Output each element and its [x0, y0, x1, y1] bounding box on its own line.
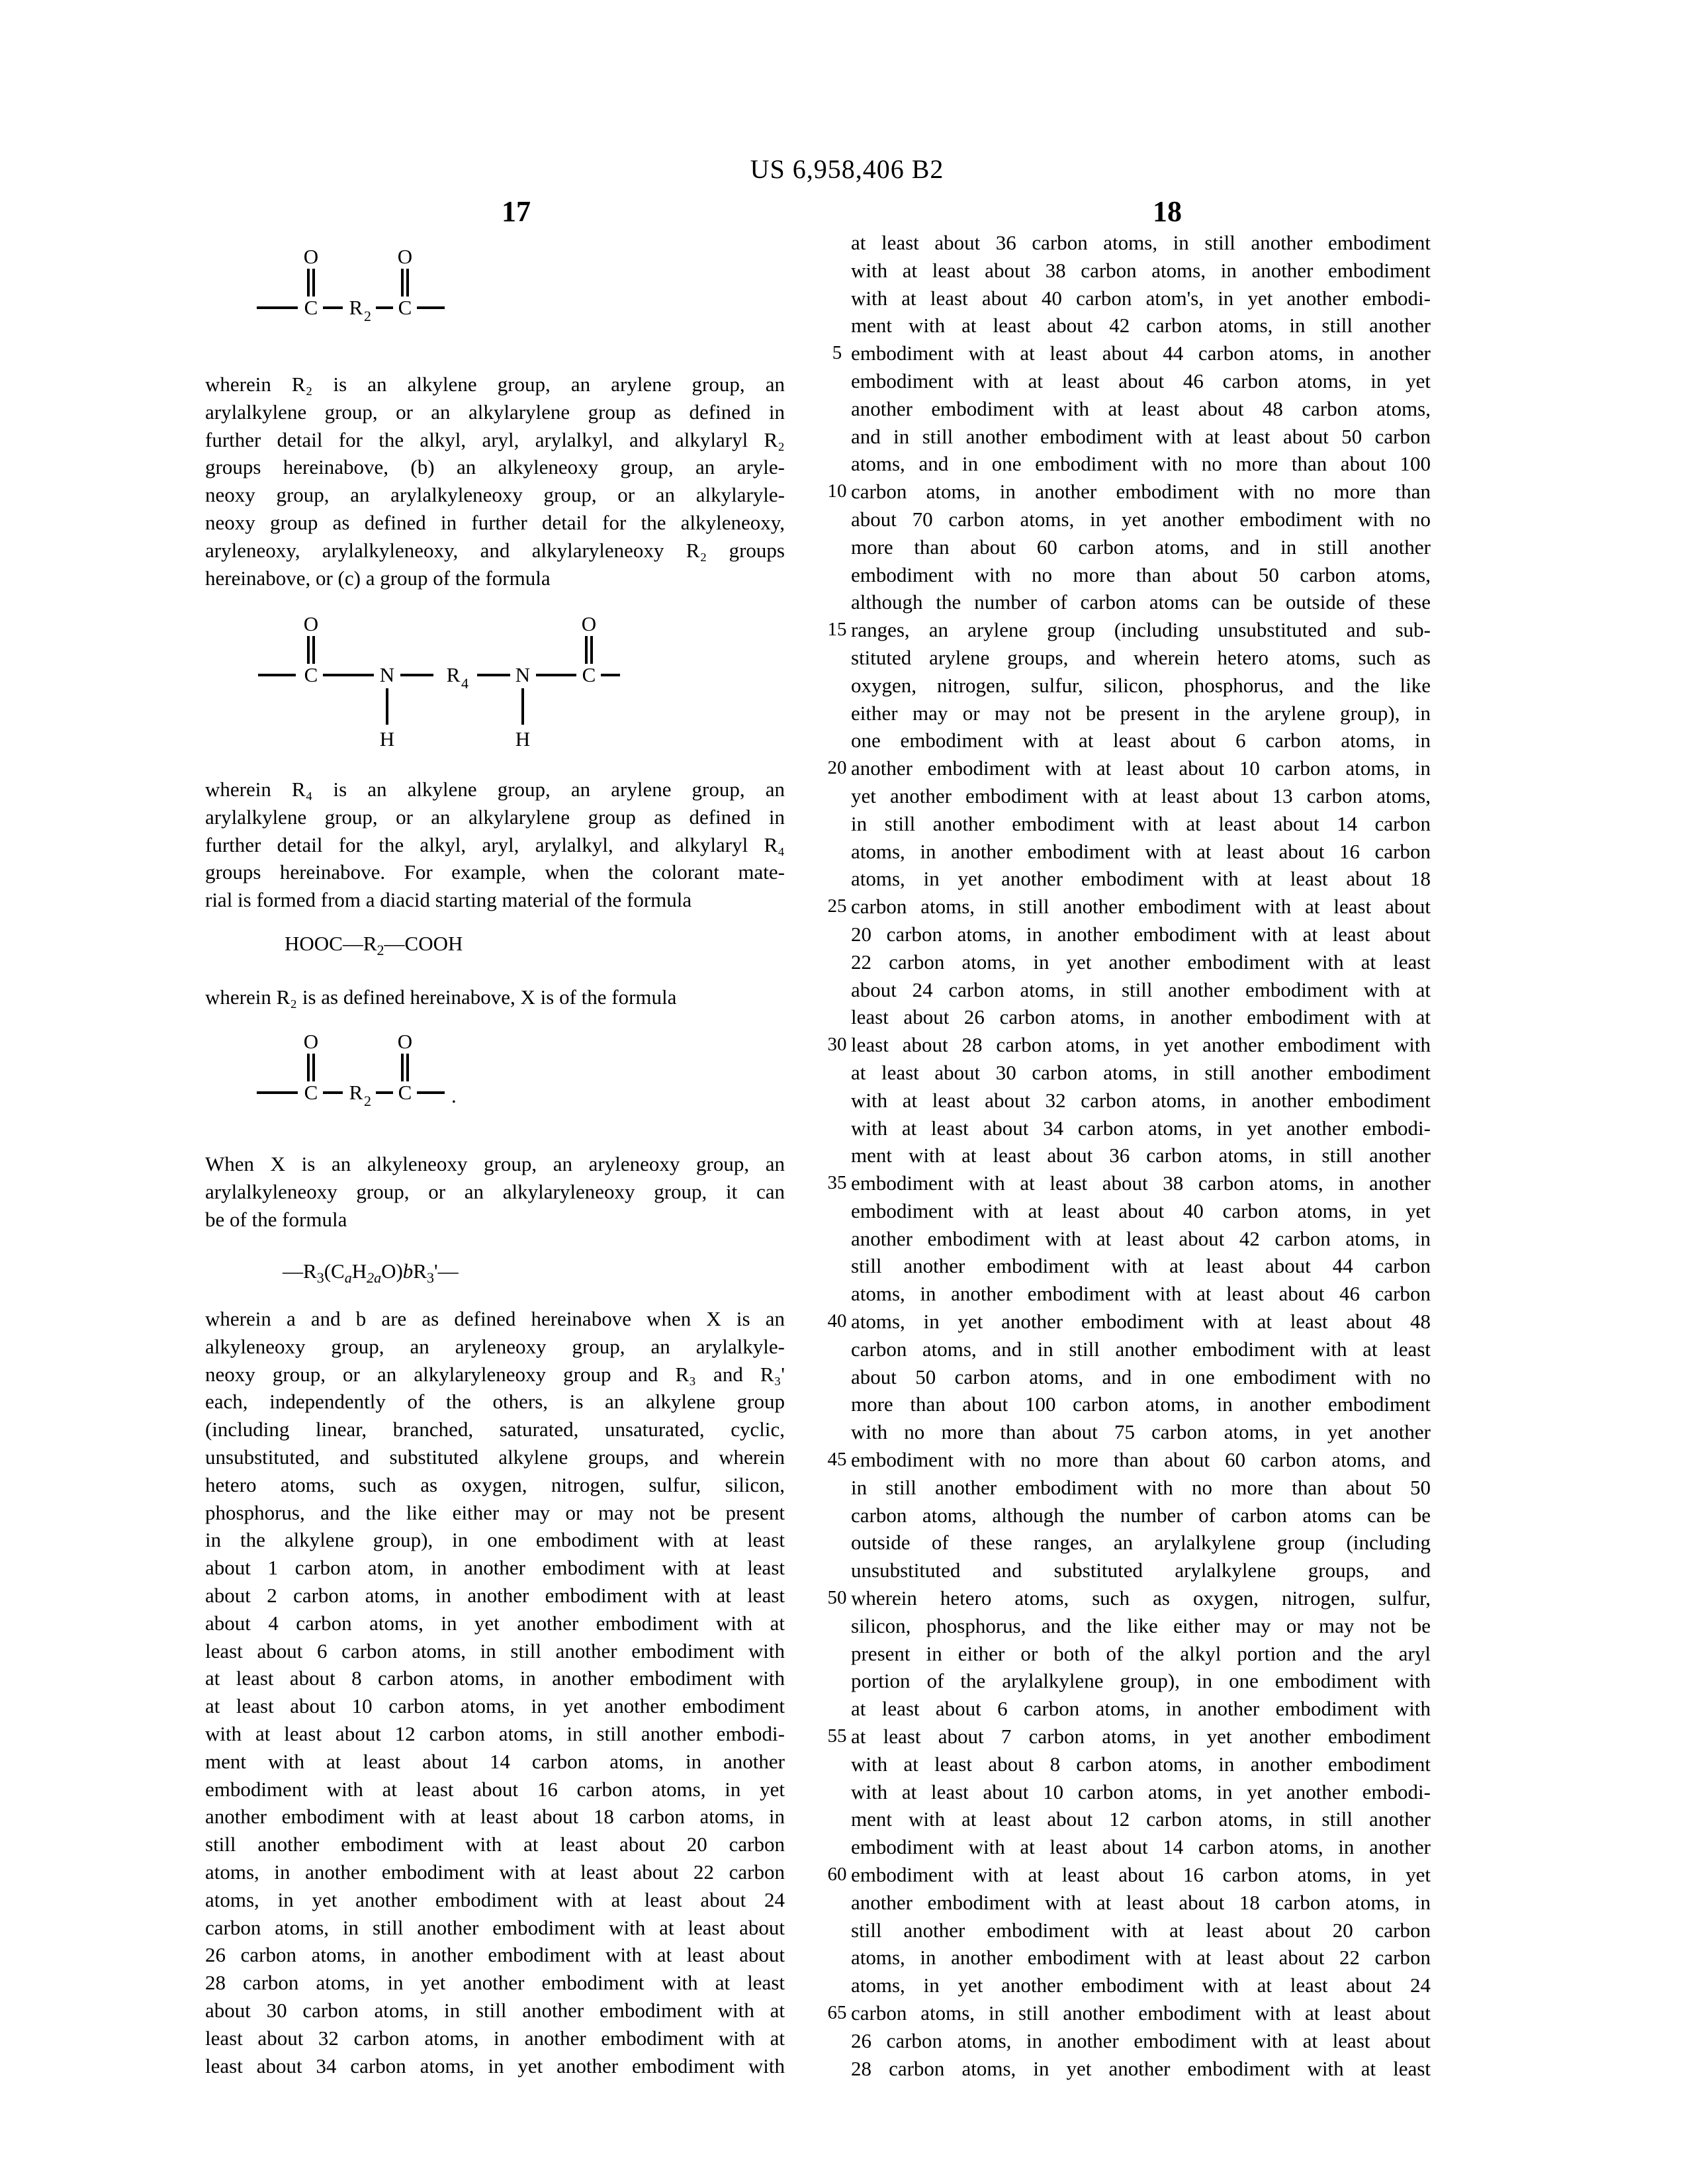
text-line: at least about 6 carbon atoms, in another embodiment with: [851, 1697, 1431, 1721]
text-line: atoms, in another embodiment with at least about 46 carbon: [851, 1282, 1431, 1306]
period-mark: .: [451, 1084, 457, 1107]
text-line: with at least about 8 carbon atoms, in another embodiment: [851, 1752, 1431, 1776]
text-line: embodiment with at least about 46 carbon atoms, in yet: [851, 369, 1431, 392]
text-line: 20 carbon atoms, in another embodiment with at least about: [851, 922, 1431, 946]
column-number-17: 17: [502, 195, 531, 228]
text-line: in the alkylene group), in one embodiment with at least: [205, 1528, 785, 1552]
oxygen-atom-label: O: [397, 245, 413, 268]
line-number: 35: [827, 1172, 847, 1193]
text-line: carbon atoms, and in still another embodiment with at least: [851, 1337, 1431, 1361]
text-line: least about 34 carbon atoms, in yet another embodiment with: [205, 2054, 785, 2077]
oxygen-atom-label: O: [397, 1030, 413, 1053]
formula-subscript: 3: [316, 1269, 324, 1286]
formula-text: HOOC—R: [285, 932, 377, 955]
text-line: about 24 carbon atoms, in still another embodiment with at: [851, 978, 1431, 1001]
nitrogen-atom-label: N: [515, 663, 531, 686]
formula-text: R: [413, 1259, 427, 1283]
text-line: least about 28 carbon atoms, in yet another embodiment with: [851, 1033, 1431, 1057]
text-line: ranges, an arylene group (including unsubstituted and sub-: [851, 618, 1431, 642]
text-line: about 1 carbon atom, in another embodiment with at least: [205, 1556, 785, 1580]
text-line: yet another embodiment with at least about 13 carbon atoms,: [851, 784, 1431, 807]
line-number: 20: [827, 757, 847, 778]
text-line: atoms, in another embodiment with at least about 22 carbon: [851, 1946, 1431, 1970]
carbon-atom-label: C: [398, 1081, 412, 1104]
line-number: 15: [827, 619, 847, 640]
text-line: more than about 100 carbon atoms, in another embodiment: [851, 1392, 1431, 1416]
carbon-atom-label: C: [304, 1081, 318, 1104]
oxygen-atom-label: O: [303, 612, 319, 635]
text-line: groups hereinabove. For example, when the colorant mate-: [205, 860, 785, 884]
carbon-atom-label: C: [304, 663, 318, 686]
text-line: another embodiment with at least about 48 carbon atoms,: [851, 396, 1431, 420]
text-line: embodiment with at least about 16 carbon atoms, in yet: [851, 1863, 1431, 1887]
text-line: more than about 60 carbon atoms, and in still another: [851, 535, 1431, 559]
text-line: atoms, in yet another embodiment with at least about 24: [851, 1974, 1431, 1997]
text-line: about 50 carbon atoms, and in one embodiment with no: [851, 1365, 1431, 1388]
text-line: further detail for the alkyl, aryl, arylalkyl, and alkylaryl R₂: [205, 428, 785, 451]
text-line: embodiment with at least about 14 carbon atoms, in another: [851, 1835, 1431, 1859]
text-line: atoms, in another embodiment with at least about 16 carbon: [851, 839, 1431, 863]
right-column-text: [851, 229, 1431, 2082]
text-line: When X is an alkyleneoxy group, an aryleneoxy group, an: [205, 1152, 785, 1175]
text-line: embodiment with at least about 44 carbon atoms, in another: [851, 341, 1431, 365]
formula-text: (C: [324, 1259, 345, 1283]
text-line: neoxy group, or an alkylaryleneoxy group and R₃ and R₃': [205, 1362, 785, 1386]
oxygen-atom-label: O: [303, 245, 319, 268]
line-number: 45: [827, 1449, 847, 1470]
text-line: neoxy group, an arylalkyleneoxy group, or an alkylaryle-: [205, 483, 785, 507]
text-line: present in either or both of the alkyl portion and the aryl: [851, 1641, 1431, 1665]
r2-subscript: 2: [364, 1093, 371, 1109]
text-line: each, independently of the others, is an alkylene group: [205, 1390, 785, 1414]
carbon-atom-label: C: [304, 296, 318, 319]
hydrogen-atom-label: H: [379, 727, 395, 751]
text-line: either may or may not be present in the arylene group), in: [851, 701, 1431, 725]
formula-text: H: [351, 1259, 367, 1283]
chemical-structure-diamide: [255, 612, 625, 754]
text-line: arylalkylene group, or an alkylarylene group as defined in: [205, 400, 785, 424]
r2-subscript: 2: [364, 308, 371, 324]
r2-group-label: R: [349, 296, 363, 319]
text-line: portion of the arylalkylene group), in one embodiment with: [851, 1669, 1431, 1693]
text-line: outside of these ranges, an arylalkylene group (including: [851, 1531, 1431, 1555]
text-line: stituted arylene groups, and wherein hetero atoms, such as: [851, 645, 1431, 669]
text-line: with at least about 38 carbon atoms, in another embodiment: [851, 258, 1431, 282]
text-line: at least about 36 carbon atoms, in still another embodiment: [851, 231, 1431, 254]
formula-subscript: a: [344, 1269, 352, 1286]
text-line: carbon atoms, in still another embodiment with at least about: [851, 2001, 1431, 2025]
formula-text: O): [381, 1259, 403, 1283]
text-line: further detail for the alkyl, aryl, arylalkyl, and alkylaryl R₄: [205, 833, 785, 856]
text-line: at least about 7 carbon atoms, in yet another embodiment: [851, 1725, 1431, 1749]
text-line: hereinabove, or (c) a group of the formula: [205, 566, 551, 590]
text-line: arylalkylene group, or an alkylarylene group as defined in: [205, 805, 785, 829]
text-line: atoms, in yet another embodiment with at least about 48: [851, 1310, 1431, 1334]
carbon-atom-label: C: [398, 296, 412, 319]
oxygen-atom-label: O: [303, 1030, 319, 1053]
formula-text: —R: [283, 1259, 317, 1283]
formula-subscript: 2a: [367, 1269, 382, 1286]
text-line: carbon atoms, although the number of carbon atoms can be: [851, 1503, 1431, 1527]
carbon-atom-label: C: [582, 663, 596, 686]
text-line: with at least about 12 carbon atoms, in still another embodi-: [205, 1721, 785, 1745]
text-line: (including linear, branched, saturated, unsaturated, cyclic,: [205, 1418, 785, 1441]
nitrogen-atom-label: N: [379, 663, 395, 686]
line-number: 40: [827, 1310, 847, 1332]
text-line: 22 carbon atoms, in yet another embodiment with at least: [851, 950, 1431, 974]
text-line: 26 carbon atoms, in another embodiment with at least about: [851, 2028, 1431, 2052]
text-line: 28 carbon atoms, in yet another embodiment with at least: [205, 1971, 785, 1995]
text-line: with at least about 34 carbon atoms, in yet another embodi-: [851, 1116, 1431, 1140]
chemical-structure-dicarbonyl-x: [251, 1030, 460, 1119]
text-line: with no more than about 75 carbon atoms, in yet another: [851, 1420, 1431, 1444]
paragraph-wherein-r2: [205, 371, 785, 592]
text-line: 26 carbon atoms, in another embodiment with at least about: [205, 1943, 785, 1967]
text-line: groups hereinabove, (b) an alkyleneoxy group, an aryle-: [205, 455, 785, 479]
line-number: 25: [827, 895, 847, 917]
patent-number-header: US 6,958,406 B2: [750, 154, 944, 184]
text-line: least about 6 carbon atoms, in still another embodiment with: [205, 1639, 785, 1662]
line-number: 30: [827, 1034, 847, 1055]
text-line: carbon atoms, in still another embodiment with at least about: [851, 895, 1431, 919]
text-line: embodiment with at least about 16 carbon atoms, in yet: [205, 1777, 785, 1801]
line-number: 5: [832, 342, 842, 363]
text-line: embodiment with at least about 38 carbon atoms, in another: [851, 1171, 1431, 1195]
text-line: another embodiment with at least about 18 carbon atoms, in: [205, 1805, 785, 1829]
text-line: atoms, in another embodiment with at least about 22 carbon: [205, 1860, 785, 1884]
text-line: phosphorus, and the like either may or may not be present: [205, 1500, 785, 1524]
text-line: at least about 30 carbon atoms, in still another embodiment: [851, 1060, 1431, 1084]
text-line: hetero atoms, such as oxygen, nitrogen, sulfur, silicon,: [205, 1473, 785, 1496]
text-line: arylalkyleneoxy group, or an alkylaryleneoxy group, it can: [205, 1179, 785, 1203]
text-line: another embodiment with at least about 42 carbon atoms, in: [851, 1226, 1431, 1250]
text-line: with at least about 40 carbon atom's, in yet another embodi-: [851, 286, 1431, 310]
text-line: alkyleneoxy group, an aryleneoxy group, an arylalkyle-: [205, 1334, 785, 1358]
formula-diacid: [285, 932, 463, 959]
text-line: embodiment with no more than about 50 carbon atoms,: [851, 563, 1431, 586]
text-line: least about 26 carbon atoms, in another embodiment with at: [851, 1005, 1431, 1029]
text-line: atoms, in yet another embodiment with at least about 18: [851, 867, 1431, 891]
text-line: carbon atoms, in still another embodiment with at least about: [205, 1915, 785, 1939]
chemical-structure-dicarbonyl-top: [251, 245, 450, 334]
formula-subscript: 2: [377, 942, 384, 958]
text-line: atoms, in yet another embodiment with at least about 24: [205, 1888, 785, 1911]
line-number: 10: [827, 480, 847, 502]
text-line: ment with at least about 36 carbon atoms, in still another: [851, 1144, 1431, 1167]
line-number: 55: [827, 1725, 847, 1747]
text-line: silicon, phosphorus, and the like either may or may not be: [851, 1614, 1431, 1637]
text-line: wherein a and b are as defined hereinabove when X is an: [205, 1307, 785, 1330]
formula-variable-b: b: [402, 1259, 414, 1283]
text-line: still another embodiment with at least about 20 carbon: [851, 1918, 1431, 1942]
paragraph-when-x: [205, 1150, 785, 1233]
r2-group-label: R: [349, 1081, 363, 1104]
text-line: about 30 carbon atoms, in still another embodiment with at: [205, 1998, 785, 2022]
text-line: with at least about 10 carbon atoms, in yet another embodi-: [851, 1780, 1431, 1803]
text-line: neoxy group as defined in further detail for the alkyleneoxy,: [205, 510, 785, 534]
line-number: 60: [827, 1864, 847, 1885]
text-line: atoms, and in one embodiment with no more than about 100: [851, 452, 1431, 476]
text-line: wherein R₂ is an alkylene group, an arylene group, an: [205, 373, 785, 396]
text-line: embodiment with no more than about 60 carbon atoms, and: [851, 1448, 1431, 1472]
paragraph-wherein-x: [205, 983, 785, 1011]
formula-text: '—: [433, 1259, 459, 1283]
text-line: oxygen, nitrogen, sulfur, silicon, phosphorus, and the like: [851, 673, 1431, 697]
text-line: about 4 carbon atoms, in yet another embodiment with at: [205, 1611, 785, 1635]
text-line: ment with at least about 42 carbon atoms, in still another: [851, 314, 1431, 338]
text-line: unsubstituted, and substituted alkylene groups, and wherein: [205, 1445, 785, 1469]
text-line: still another embodiment with at least about 44 carbon: [851, 1254, 1431, 1278]
text-line: embodiment with at least about 40 carbon atoms, in yet: [851, 1199, 1431, 1222]
column-number-18: 18: [1153, 195, 1182, 228]
text-line: one embodiment with at least about 6 carbon atoms, in: [851, 729, 1431, 752]
text-line: with at least about 32 carbon atoms, in another embodiment: [851, 1088, 1431, 1112]
text-line: and in still another embodiment with at least about 50 carbon: [851, 424, 1431, 448]
text-line: at least about 10 carbon atoms, in yet another embodiment: [205, 1694, 785, 1718]
text-line: although the number of carbon atoms can be outside of these: [851, 590, 1431, 614]
text-line: wherein R₄ is an alkylene group, an arylene group, an: [205, 778, 785, 801]
text-line: another embodiment with at least about 18 carbon atoms, in: [851, 1890, 1431, 1914]
text-line: least about 32 carbon atoms, in another embodiment with at: [205, 2026, 785, 2050]
paragraph-wherein-r4: [205, 776, 785, 914]
text-line: be of the formula: [205, 1207, 347, 1231]
r4-group-label: R: [446, 663, 461, 686]
text-line: rial is formed from a diacid starting material of the formula: [205, 888, 692, 912]
text-line: at least about 8 carbon atoms, in another embodiment with: [205, 1666, 785, 1690]
text-line: 28 carbon atoms, in yet another embodiment with at least: [851, 2056, 1431, 2080]
r4-subscript: 4: [461, 675, 468, 692]
formula-subscript: 3: [426, 1269, 434, 1286]
text-line: about 2 carbon atoms, in another embodiment with at least: [205, 1583, 785, 1607]
paragraph-wherein-a-b: [205, 1305, 785, 2079]
formula-text: —COOH: [384, 932, 463, 955]
text-line: aryleneoxy, arylalkyleneoxy, and alkylaryleneoxy R₂ groups: [205, 538, 785, 562]
text-line: carbon atoms, in another embodiment with no more than: [851, 480, 1431, 504]
text-line: wherein R₂ is as defined hereinabove, X is of the formula: [205, 985, 677, 1009]
line-number: 65: [827, 2002, 847, 2023]
text-line: wherein hetero atoms, such as oxygen, nitrogen, sulfur,: [851, 1586, 1431, 1610]
text-line: ment with at least about 14 carbon atoms, in another: [205, 1749, 785, 1773]
hydrogen-atom-label: H: [515, 727, 531, 751]
text-line: about 70 carbon atoms, in yet another embodiment with no: [851, 507, 1431, 531]
formula-oxy: [283, 1259, 459, 1287]
oxygen-atom-label: O: [581, 612, 597, 635]
text-line: another embodiment with at least about 10 carbon atoms, in: [851, 756, 1431, 780]
text-line: still another embodiment with at least about 20 carbon: [205, 1833, 785, 1856]
text-line: ment with at least about 12 carbon atoms, in still another: [851, 1807, 1431, 1831]
text-line: in still another embodiment with at least about 14 carbon: [851, 811, 1431, 835]
text-line: unsubstituted and substituted arylalkylene groups, and: [851, 1559, 1431, 1582]
line-number: 50: [827, 1587, 847, 1608]
text-line: in still another embodiment with no more than about 50: [851, 1475, 1431, 1499]
